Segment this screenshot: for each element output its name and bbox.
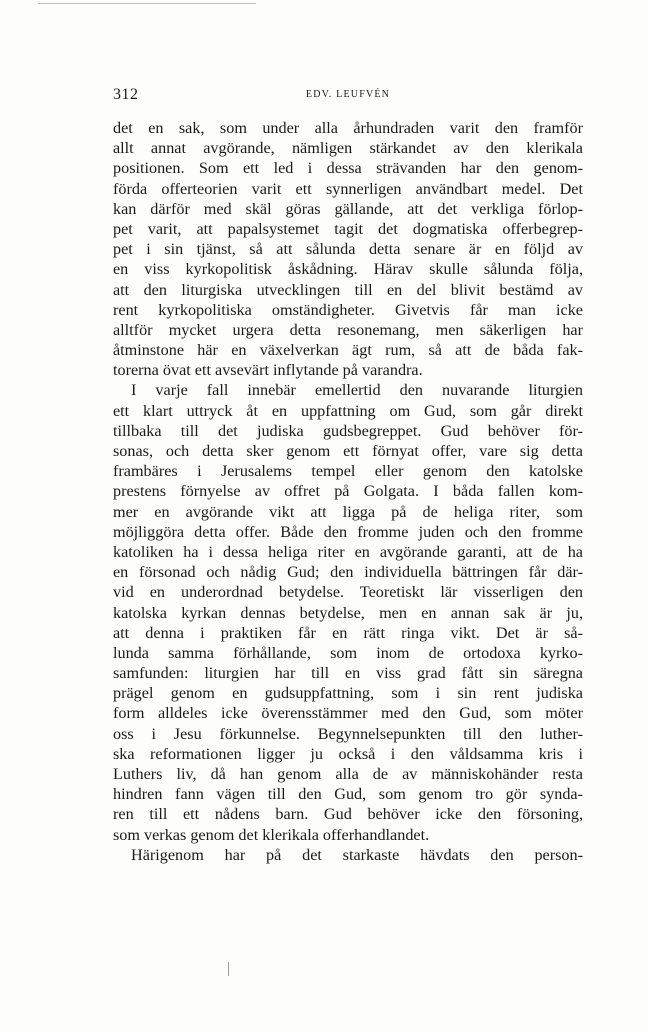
text-line: åtminstone här en växelverkan ägt rum, så att de båda fak- xyxy=(113,341,583,360)
text-line: lunda samma förhållande, som inom de ortodoxa kyrko- xyxy=(113,643,583,662)
paragraph-first-line: I varje fall innebär emellertid den nuvarande liturgien xyxy=(131,381,583,400)
text-line: prägel genom en gudsuppfattning, som i sin rent judiska xyxy=(113,684,583,703)
text-line: sonas, och detta sker genom ett förnyat offer, vare sig detta xyxy=(113,442,583,460)
text-line: det en sak, som under alla århundraden varit den framför xyxy=(113,119,583,137)
text-line: ren till ett nådens barn. Gud behöver icke den försoning, xyxy=(113,805,583,824)
text-line: katoliken ha i dessa heliga riter en avgörande garanti, att de ha xyxy=(113,542,583,561)
text-line: oss i Jesu förkunnelse. Begynnelsepunkten till den luther- xyxy=(113,724,583,743)
text-line: frambäres i Jerusalems tempel eller genom den katolske xyxy=(113,462,583,481)
page-header xyxy=(113,86,583,110)
text-line: Luthers liv, då han genom alla de av människohänder resta xyxy=(113,765,583,783)
text-line: samfunden: liturgien har till en viss grad fått sin säregna xyxy=(113,664,583,683)
text-line: allt annat avgörande, nämligen stärkandet av den klerikala xyxy=(113,139,583,158)
text-line: alltför mycket urgera detta resonemang, men säkerligen har xyxy=(113,320,583,339)
text-line: positionen. Som ett led i dessa strävanden har den genom- xyxy=(113,159,583,178)
text-line: mer en avgörande vikt att ligga på de heliga riter, som xyxy=(113,502,583,521)
text-line: ska reformationen ligger ju också i den våldsamma kris i xyxy=(113,744,583,763)
scan-artifact-mark xyxy=(228,962,229,976)
text-line: vid en underordnad betydelse. Teoretiskt lär visserligen den xyxy=(113,583,583,602)
running-head: EDV. LEUFVÉN xyxy=(305,89,391,100)
paragraph-last-line: som verkas genom det klerikala offerhandlandet. xyxy=(113,825,430,844)
text-line: en viss kyrkopolitisk åskådning. Härav skulle sålunda följa, xyxy=(113,260,583,279)
text-line: en försonad och nådig Gud; den individuella bättringen får där- xyxy=(113,563,583,582)
text-line: pet i sin tjänst, så att sålunda detta senare är en följd av xyxy=(113,240,583,259)
text-line: möjliggöra detta offer. Både den fromme juden och den fromme xyxy=(113,522,583,541)
text-line: kan därför med skäl göras gällande, att det verkliga förlop- xyxy=(113,199,583,218)
text-line: rent kyrkopolitiska omständigheter. Givetvis får man icke xyxy=(113,300,583,319)
body-text xyxy=(113,118,583,865)
text-line: att den liturgiska utvecklingen till en del blivit bestämd av xyxy=(113,280,583,299)
text-line: förda offerteorien varit ett synnerligen användbart medel. Det xyxy=(113,179,583,198)
paragraph-first-line: Härigenom har på det starkaste hävdats den person- xyxy=(131,845,583,864)
paragraph-last-line: torerna övat ett avsevärt inflytande på varandra. xyxy=(113,361,423,380)
text-line: form alldeles icke överensstämmer med den Gud, som möter xyxy=(113,704,583,723)
text-line: hindren fann vägen till den Gud, som genom tro gör synda- xyxy=(113,785,583,804)
page-number: 312 xyxy=(113,86,139,103)
text-line: tillbaka till det judiska gudsbegreppet. Gud behöver för- xyxy=(113,421,583,440)
text-line: prestens förnyelse av offret på Golgata. I båda fallen kom- xyxy=(113,482,583,501)
scan-edge-line xyxy=(38,3,256,4)
text-line: katolska kyrkan dennas betydelse, men en annan sak är ju, xyxy=(113,603,583,622)
text-line: ett klart uttryck åt en uppfattning om Gud, som går direkt xyxy=(113,401,583,420)
text-line: pet varit, att papalsystemet tagit det dogmatiska offerbegrep- xyxy=(113,219,583,238)
text-line: att denna i praktiken får en rätt ringa vikt. Det är så- xyxy=(113,623,583,642)
